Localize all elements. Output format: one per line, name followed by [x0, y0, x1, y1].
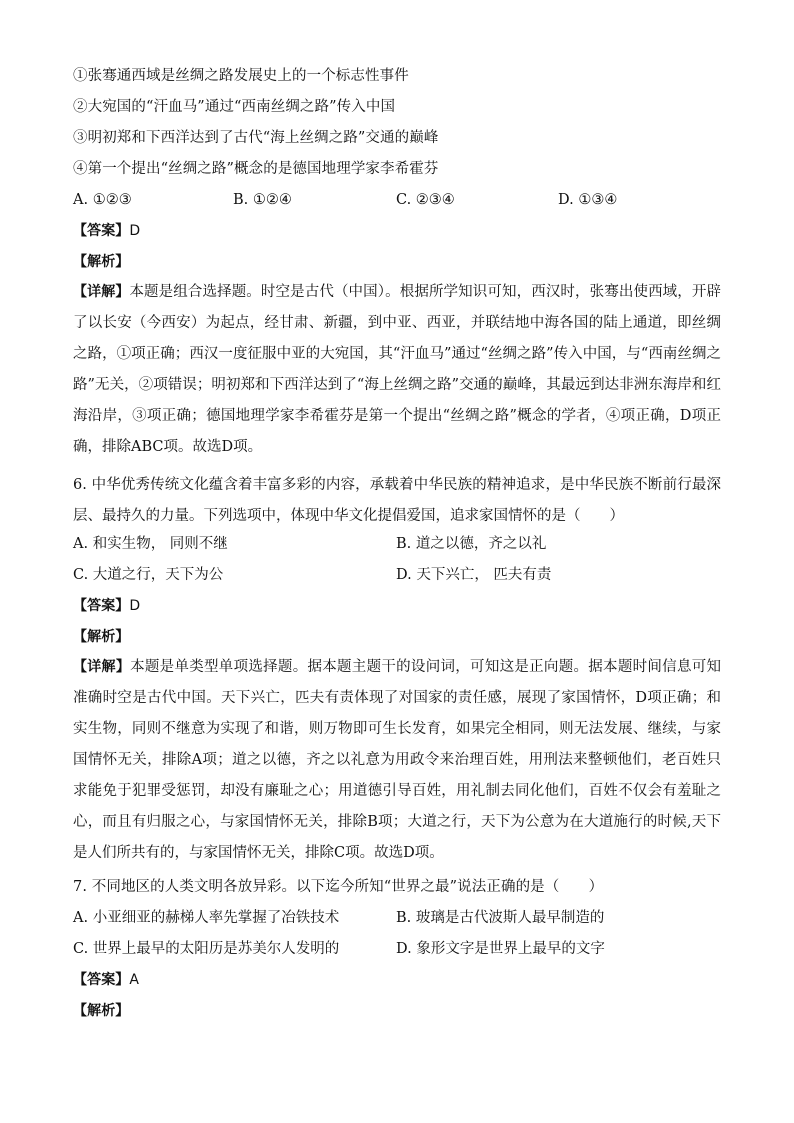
q6-option-d: D. 天下兴亡， 匹夫有责	[396, 567, 552, 583]
q6-answer-line	[73, 596, 140, 616]
statement-1: ①张骞通西域是丝绸之路发展史上的一个标志性事件	[73, 68, 409, 84]
analysis-tag: 【解析】	[73, 254, 130, 270]
prev-detail-paragraph	[73, 277, 721, 463]
answer-value: D	[129, 598, 141, 614]
q6-option-a: A. 和实生物， 同则不继	[73, 536, 228, 552]
answer-tag: 【答案】	[73, 598, 130, 614]
q7-option-c: C. 世界上最早的太阳历是苏美尔人发明的	[73, 941, 340, 957]
prev-option-a: A. ①②③	[73, 192, 132, 208]
statement-2: ②大宛国的“汗血马”通过“西南丝绸之路”传入中国	[73, 99, 396, 115]
prev-option-b: B. ①②④	[233, 192, 292, 208]
q6-analysis-line	[73, 627, 129, 647]
prev-option-d: D. ①③④	[558, 192, 618, 208]
q6-option-c: C. 大道之行，天下为公	[73, 567, 224, 583]
detail-text: 本题是单类型单项选择题。据本题主题干的设问词，可知这是正向题。据本题时间信息可知准确时空是古代中国。天下兴亡，匹夫有责体现了对国家的责任感，展现了家国情怀，D项正确；和实生物，同则不继意为实现了和谐，则万物即可生长发育，如果完全相同，则无法发展、继续，与家国情怀无关，排除A项；道之以德，齐之以礼意为用政令来治理百姓，用刑法来整顿他们，老百姓只求能免于犯罪受惩罚，却没有廉耻之心；用道德引导百姓，用礼制去同化他们，百姓不仅会有羞耻之心，而且有归服之心，与家国情怀无关，排除B项；大道之行，天下为公意为在大道施行的时候,天下是人们所共有的，与家国情怀无关，排除C项。故选D项。	[73, 659, 722, 861]
detail-tag: 【详解】	[73, 659, 131, 675]
analysis-tag: 【解析】	[73, 629, 130, 645]
prev-answer-line	[73, 221, 140, 241]
q7-stem: 7. 不同地区的人类文明各放异彩。以下迄今所知“世界之最”说法正确的是（ ）	[73, 879, 604, 895]
q7-answer-line	[73, 970, 139, 990]
detail-tag: 【详解】	[73, 284, 130, 300]
analysis-tag: 【解析】	[73, 1003, 130, 1019]
q6-option-b: B. 道之以德，齐之以礼	[396, 536, 547, 552]
prev-option-c: C. ②③④	[396, 192, 455, 208]
q7-analysis-line	[73, 1001, 129, 1021]
answer-value: A	[129, 972, 140, 988]
answer-tag: 【答案】	[73, 223, 130, 239]
q6-detail-paragraph	[73, 652, 721, 869]
answer-tag: 【答案】	[73, 972, 130, 988]
answer-value: D	[129, 223, 141, 239]
statement-4: ④第一个提出“丝绸之路”概念的是德国地理学家李希霍芬	[73, 161, 439, 177]
q7-option-b: B. 玻璃是古代波斯人最早制造的	[396, 910, 605, 926]
q6-stem: 6. 中华优秀传统文化蕴含着丰富多彩的内容，承载着中华民族的精神追求，是中华民族不断前行最深层、最持久的力量。下列选项中，体现中华文化提倡爱国，追求家国情怀的是（ ）	[73, 477, 721, 524]
statement-3: ③明初郑和下西洋达到了古代“海上丝绸之路”交通的巅峰	[73, 130, 439, 146]
q7-option-a: A. 小亚细亚的赫梯人率先掌握了冶铁技术	[73, 910, 340, 926]
q7-option-d: D. 象形文字是世界上最早的文字	[396, 941, 605, 957]
prev-analysis-line	[73, 252, 129, 272]
detail-text: 本题是组合选择题。时空是古代（中国）。根据所学知识可知，西汉时，张骞出使西域，开辟了以长安（今西安）为起点，经甘肃、新疆，到中亚、西亚，并联结地中海各国的陆上通道，即丝绸之路，①项正确；西汉一度征服中亚的大宛国，其“汗血马”通过“丝绸之路”传入中国，与“西南丝绸之路”无关，②项错误；明初郑和下西洋达到了“海上丝绸之路”交通的巅峰，其最远到达非洲东海岸和红海沿岸，③项正确；德国地理学家李希霍芬是第一个提出“丝绸之路”概念的学者，④项正确，D项正确，排除ABC项。故选D项。	[73, 284, 722, 455]
